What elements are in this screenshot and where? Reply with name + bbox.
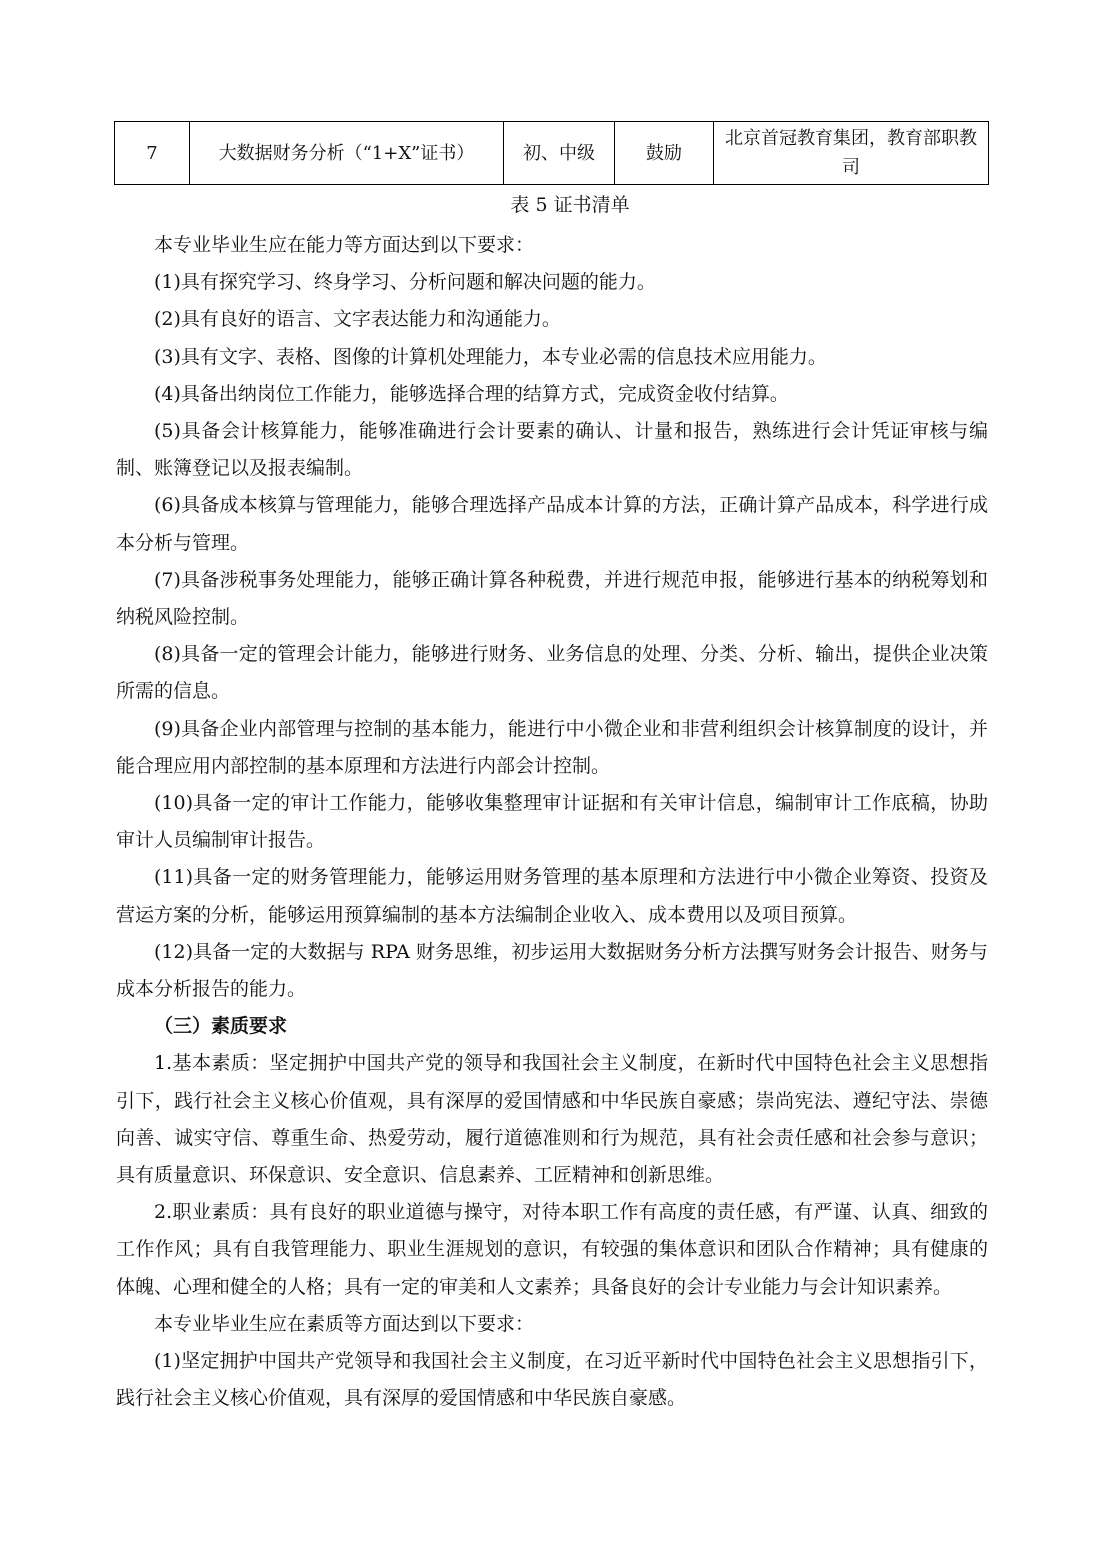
table-caption: 表 5 证书清单 xyxy=(510,194,630,216)
ability-item: (4)具备出纳岗位工作能力，能够选择合理的结算方式，完成资金收付结算。 xyxy=(154,382,789,405)
cell-issuer: 北京首冠教育集团，教育部职教司 xyxy=(714,122,989,185)
ability-item: (10)具备一定的审计工作能力，能够收集整理审计证据和有关审计信息，编制审计工作底稿，协助审计人员编制审计报告。 xyxy=(116,792,988,852)
cell-certificate-name: 大数据财务分析（“1+X”证书） xyxy=(190,122,504,185)
ability-item: (5)具备会计核算能力，能够准确进行会计要素的确认、计量和报告，熟练进行会计凭证审核与编制、账簿登记以及报表编制。 xyxy=(116,420,988,480)
ability-item: (7)具备涉税事务处理能力，能够正确计算各种税费，并进行规范申报，能够进行基本的纳税筹划和纳税风险控制。 xyxy=(116,568,988,629)
quality-item: (1)坚定拥护中国共产党领导和我国社会主义制度，在习近平新时代中国特色社会主义思想指引下，践行社会主义核心价值观，具有深厚的爱国情感和中华民族自豪感。 xyxy=(116,1350,988,1410)
ability-intro: 本专业毕业生应在能力等方面达到以下要求： xyxy=(154,234,535,256)
ability-item: (2)具有良好的语言、文字表达能力和沟通能力。 xyxy=(154,308,561,331)
cell-no: 7 xyxy=(115,122,190,185)
ability-item: (3)具有文字、表格、图像的计算机处理能力，本专业必需的信息技术应用能力。 xyxy=(154,345,827,368)
cell-requirement: 鼓励 xyxy=(615,122,714,185)
ability-item: (12)具备一定的大数据与 RPA 财务思维，初步运用大数据财务分析方法撰写财务会计报告、财务与成本分析报告的能力。 xyxy=(116,940,988,1001)
basic-quality: 1.基本素质：坚定拥护中国共产党的领导和我国社会主义制度，在新时代中国特色社会主义思想指引下，践行社会主义核心价值观，具有深厚的爱国情感和中华民族自豪感；崇尚宪法、遵纪守法、崇德向善、诚实守信、尊重生命、热爱劳动，履行道德准则和行为规范，具有社会责任感和社会参与意识；具有质量意识、环保意识、安全意识、信息素养、工匠精神和创新思维。 xyxy=(116,1052,988,1187)
document-body xyxy=(116,227,988,1418)
certificate-table xyxy=(114,121,989,185)
quality-intro: 本专业毕业生应在素质等方面达到以下要求： xyxy=(154,1312,535,1335)
ability-item: (9)具备企业内部管理与控制的基本能力，能进行中小微企业和非营利组织会计核算制度的设计，并能合理应用内部控制的基本原理和方法进行内部会计控制。 xyxy=(116,717,988,777)
cell-level: 初、中级 xyxy=(504,122,615,185)
ability-item: (8)具备一定的管理会计能力，能够进行财务、业务信息的处理、分类、分析、输出，提供企业决策所需的信息。 xyxy=(116,643,988,703)
section-heading: （三）素质要求 xyxy=(154,1015,288,1038)
ability-item: (1)具有探究学习、终身学习、分析问题和解决问题的能力。 xyxy=(154,271,656,294)
ability-item: (6)具备成本核算与管理能力，能够合理选择产品成本计算的方法，正确计算产品成本，科学进行成本分析与管理。 xyxy=(116,494,988,554)
ability-item: (11)具备一定的财务管理能力，能够运用财务管理的基本原理和方法进行中小微企业筹资、投资及营运方案的分析，能够运用预算编制的基本方法编制企业收入、成本费用以及项目预算。 xyxy=(116,866,988,926)
table-row xyxy=(115,122,989,185)
professional-quality: 2.职业素质：具有良好的职业道德与操守，对待本职工作有高度的责任感，有严谨、认真、细致的工作作风；具有自我管理能力、职业生涯规划的意识，有较强的集体意识和团队合作精神；具有健康的体魄、心理和健全的人格；具有一定的审美和人文素养；具备良好的会计专业能力与会计知识素养。 xyxy=(116,1201,988,1298)
